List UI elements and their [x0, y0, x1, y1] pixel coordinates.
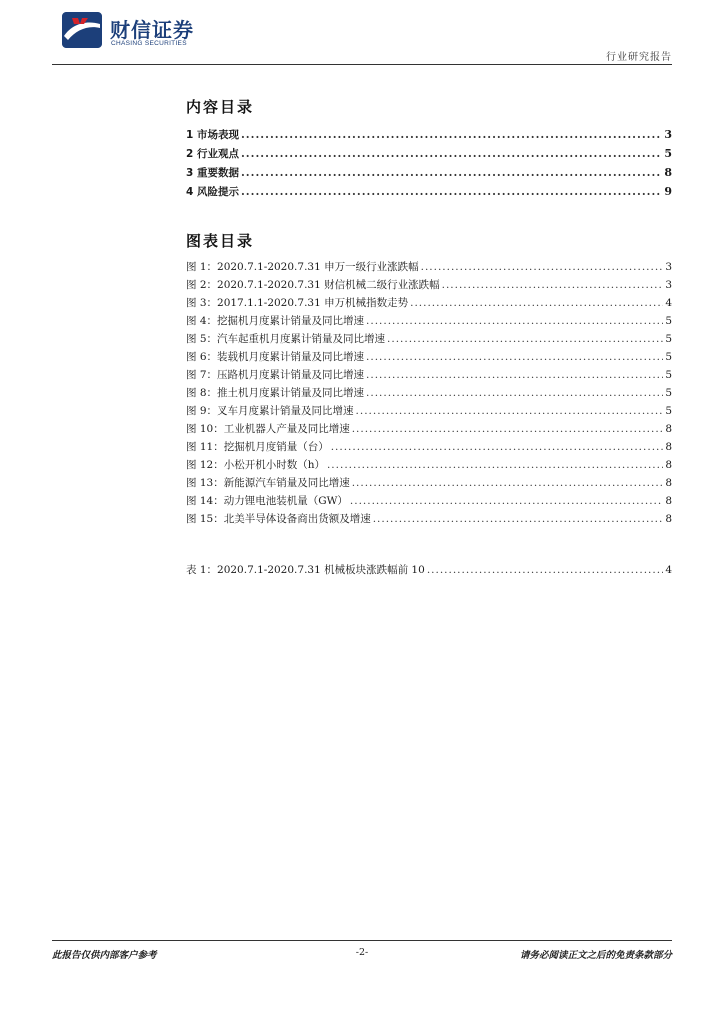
footer-divider — [52, 940, 672, 941]
table-item-page: 4 — [665, 564, 672, 576]
brand-name-en: CHASING SECURITIES — [111, 40, 187, 47]
chasing-securities-logo-icon — [58, 10, 104, 50]
report-type: 行业研究报告 — [606, 52, 672, 63]
figures-title: 图表目录 — [186, 232, 255, 250]
toc-item-label: 3 重要数据 — [186, 167, 239, 179]
toc-leader — [366, 387, 663, 399]
figure-item-label: 图 11：挖掘机月度销量（台） — [186, 441, 329, 453]
figure-item-label: 图 4：挖掘机月度累计销量及同比增速 — [186, 315, 365, 327]
figures-list — [186, 259, 672, 529]
footer-notice: 请务必阅读正文之后的免责条款部分 — [519, 950, 672, 961]
figure-item-label: 图 2：2020.7.1-2020.7.31 财信机械二级行业涨跌幅 — [186, 279, 440, 291]
figure-item-page: 5 — [665, 369, 672, 381]
figure-item[interactable] — [186, 367, 672, 385]
figure-item[interactable] — [186, 421, 672, 439]
figure-item[interactable] — [186, 511, 672, 529]
figure-item-label: 图 5：汽车起重机月度累计销量及同比增速 — [186, 333, 386, 345]
toc-leader — [241, 166, 662, 179]
figure-item[interactable] — [186, 295, 672, 313]
figure-item[interactable] — [186, 493, 672, 511]
toc-leader — [350, 495, 663, 507]
toc-leader — [366, 315, 663, 327]
toc-leader — [366, 351, 663, 363]
figure-item-label: 图 6：装载机月度累计销量及同比增速 — [186, 351, 365, 363]
figure-item[interactable] — [186, 403, 672, 421]
figure-item-label: 图 12：小松开机小时数（h） — [186, 459, 325, 471]
figure-item-label: 图 1：2020.7.1-2020.7.31 申万一级行业涨跌幅 — [186, 261, 419, 273]
toc-item[interactable] — [186, 184, 672, 203]
figure-item[interactable] — [186, 259, 672, 277]
figure-item-label: 图 3：2017.1.1-2020.7.31 申万机械指数走势 — [186, 297, 409, 309]
figure-item-label: 图 8：推土机月度累计销量及同比增速 — [186, 387, 365, 399]
figure-item[interactable] — [186, 385, 672, 403]
toc-item[interactable] — [186, 165, 672, 184]
toc-item-page: 8 — [664, 166, 672, 179]
toc-leader — [241, 185, 662, 198]
contents-list — [186, 127, 672, 203]
figure-item-label: 图 13：新能源汽车销量及同比增速 — [186, 477, 350, 489]
toc-leader — [387, 333, 663, 345]
figure-item-page: 4 — [665, 297, 672, 309]
footer-disclaimer: 此报告仅供内部客户参考 — [52, 950, 157, 961]
figure-item-page: 5 — [665, 387, 672, 399]
toc-leader — [352, 423, 664, 435]
figure-item-page: 8 — [665, 477, 672, 489]
toc-leader — [373, 513, 664, 525]
toc-item-label: 4 风险提示 — [186, 186, 239, 198]
figure-item-page: 3 — [665, 261, 672, 273]
figure-item[interactable] — [186, 331, 672, 349]
toc-leader — [410, 297, 663, 309]
figure-item-page: 8 — [665, 495, 672, 507]
figure-item[interactable] — [186, 439, 672, 457]
toc-item-page: 5 — [664, 147, 672, 160]
company-logo — [58, 10, 258, 54]
header-divider — [52, 64, 672, 65]
figure-item[interactable] — [186, 277, 672, 295]
toc-item-label: 2 行业观点 — [186, 148, 239, 160]
toc-leader — [356, 405, 664, 417]
figure-item[interactable] — [186, 457, 672, 475]
figure-item-label: 图 9：叉车月度累计销量及同比增速 — [186, 405, 354, 417]
brand-name-cn: 财信证券 — [110, 18, 194, 42]
table-item-label: 表 1：2020.7.1-2020.7.31 机械板块涨跌幅前 10 — [186, 564, 425, 576]
toc-item-label: 1 市场表现 — [186, 129, 239, 141]
toc-leader — [241, 128, 662, 141]
figure-item-page: 5 — [665, 351, 672, 363]
figure-item-page: 3 — [665, 279, 672, 291]
toc-item-page: 3 — [664, 128, 672, 141]
table-item[interactable] — [186, 562, 672, 580]
figure-item[interactable] — [186, 349, 672, 367]
toc-leader — [421, 261, 664, 273]
tables-list — [186, 562, 672, 580]
page-header — [0, 0, 724, 70]
figure-item[interactable] — [186, 475, 672, 493]
toc-leader — [366, 369, 663, 381]
figure-item-page: 8 — [665, 513, 672, 525]
toc-item-page: 9 — [664, 185, 672, 198]
figure-item-page: 5 — [665, 315, 672, 327]
figure-item-label: 图 15：北美半导体设备商出货额及增速 — [186, 513, 371, 525]
toc-leader — [442, 279, 664, 291]
figure-item-page: 8 — [665, 459, 672, 471]
figure-item[interactable] — [186, 313, 672, 331]
figure-item-page: 8 — [665, 423, 672, 435]
toc-leader — [352, 477, 664, 489]
toc-leader — [331, 441, 664, 453]
toc-leader — [427, 564, 664, 576]
contents-title: 内容目录 — [186, 98, 255, 116]
toc-item[interactable] — [186, 127, 672, 146]
toc-item[interactable] — [186, 146, 672, 165]
figure-item-label: 图 14：动力锂电池装机量（GW） — [186, 495, 348, 507]
figure-item-page: 8 — [665, 441, 672, 453]
toc-leader — [327, 459, 663, 471]
page-number: -2- — [355, 947, 369, 958]
figure-item-page: 5 — [665, 405, 672, 417]
toc-leader — [241, 147, 662, 160]
figure-item-label: 图 10：工业机器人产量及同比增速 — [186, 423, 350, 435]
figure-item-label: 图 7：压路机月度累计销量及同比增速 — [186, 369, 365, 381]
figure-item-page: 5 — [665, 333, 672, 345]
